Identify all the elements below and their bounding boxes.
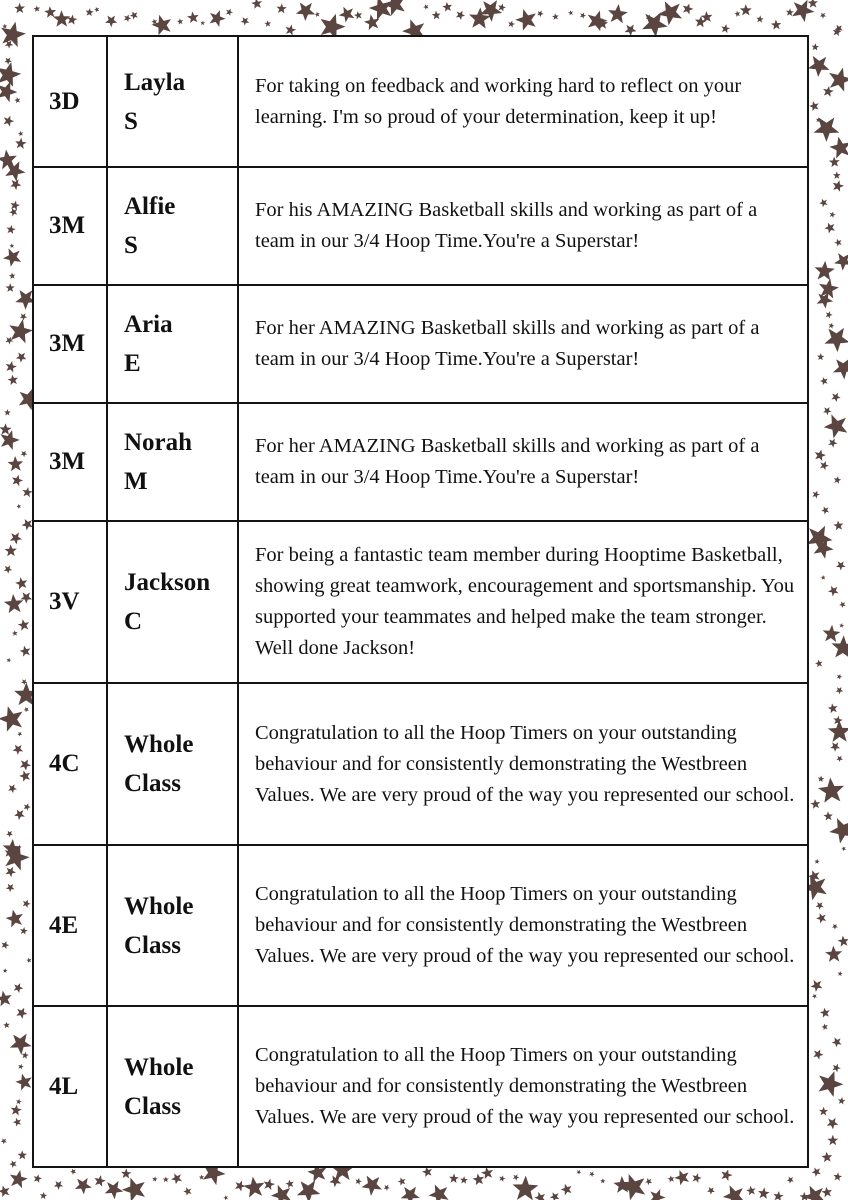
student-first-name: Alfie <box>124 193 176 220</box>
award-message-cell: For taking on feedback and working hard to reflect on your learning. I'm so proud of your determination, keep it up! <box>238 36 808 167</box>
class-cell: 3M <box>33 167 107 285</box>
student-name-cell <box>107 845 238 1006</box>
student-first-name: Jackson <box>124 569 211 596</box>
award-message-cell: Congratulation to all the Hoop Timers on your outstanding behaviour and for consistently demonstrating the Westbreen Values. We are very proud of the way you represented our school. <box>238 1006 808 1167</box>
table-row <box>33 683 808 845</box>
student-first-name: Norah <box>124 429 193 456</box>
class-cell: 4L <box>33 1006 107 1167</box>
class-cell: 3D <box>33 36 107 167</box>
award-message-cell: For his AMAZING Basketball skills and working as part of a team in our 3/4 Hoop Time.You're a Superstar! <box>238 167 808 285</box>
table-row <box>33 285 808 403</box>
student-first-name: Aria <box>124 311 173 338</box>
student-last-name: S <box>124 232 138 259</box>
class-cell: 4E <box>33 845 107 1006</box>
student-name-cell <box>107 36 238 167</box>
award-message-cell: Congratulation to all the Hoop Timers on your outstanding behaviour and for consistently demonstrating the Westbreen Values. We are very proud of the way you represented our school. <box>238 683 808 845</box>
award-message-cell: For her AMAZING Basketball skills and working as part of a team in our 3/4 Hoop Time.You're a Superstar! <box>238 403 808 521</box>
award-table <box>32 35 809 1168</box>
table-row <box>33 167 808 285</box>
award-message-cell: For being a fantastic team member during Hooptime Basketball, showing great teamwork, encouragement and sportsmanship. You supported your teammates and helped make the team stronger. Well done Jackson! <box>238 521 808 683</box>
student-name-cell <box>107 403 238 521</box>
student-last-name: S <box>124 107 138 135</box>
class-cell: 3M <box>33 403 107 521</box>
table-row <box>33 403 808 521</box>
table-row <box>33 1006 808 1167</box>
class-cell: 3V <box>33 521 107 683</box>
student-name-cell <box>107 1006 238 1167</box>
student-last-name: M <box>124 468 148 495</box>
class-cell: 3M <box>33 285 107 403</box>
award-message-cell: Congratulation to all the Hoop Timers on your outstanding behaviour and for consistently demonstrating the Westbreen Values. We are very proud of the way you represented our school. <box>238 845 808 1006</box>
student-name-cell <box>107 521 238 683</box>
table-row <box>33 845 808 1006</box>
student-first-name: Layla <box>124 68 186 96</box>
student-last-name: E <box>124 350 141 377</box>
student-last-name: Class <box>124 931 181 959</box>
student-first-name: Whole <box>124 892 194 920</box>
award-message-cell: For her AMAZING Basketball skills and working as part of a team in our 3/4 Hoop Time.You're a Superstar! <box>238 285 808 403</box>
student-last-name: Class <box>124 770 181 797</box>
student-last-name: Class <box>124 1092 181 1120</box>
student-name-cell <box>107 167 238 285</box>
class-cell: 4C <box>33 683 107 845</box>
table-row <box>33 521 808 683</box>
student-first-name: Whole <box>124 731 194 758</box>
student-name-cell <box>107 683 238 845</box>
student-first-name: Whole <box>124 1053 194 1081</box>
student-name-cell <box>107 285 238 403</box>
table-row <box>33 36 808 167</box>
student-last-name: C <box>124 608 143 635</box>
